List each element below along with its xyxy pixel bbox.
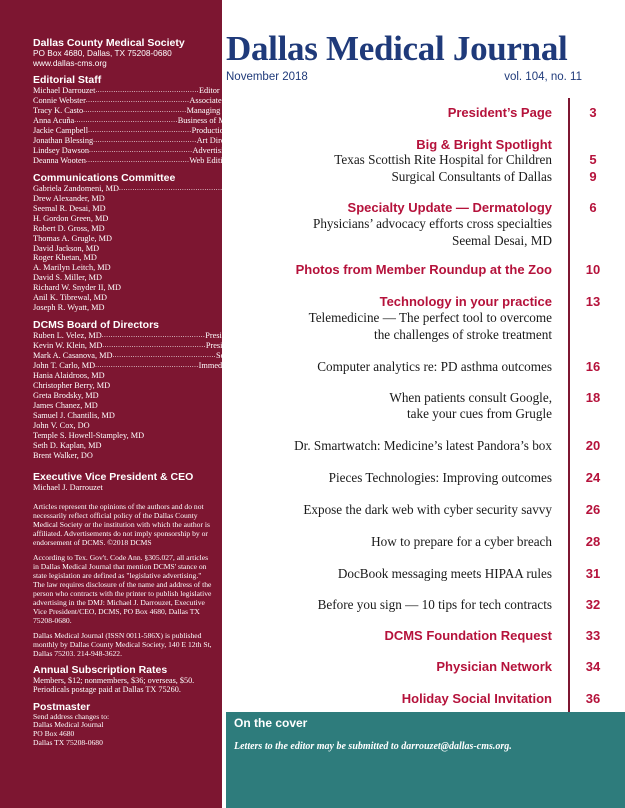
toc-entry-google-line2[interactable]: take your cues from Grugle [406, 406, 552, 421]
toc-entry-analytics[interactable]: Computer analytics re: PD asthma outcomes [317, 359, 552, 374]
postmaster-heading: Postmaster [33, 700, 91, 713]
toc-entry-author: Seemal Desai, MD [452, 233, 552, 248]
toc-divider [568, 98, 570, 713]
page-number: 34 [585, 659, 601, 674]
board-row: Christopher Berry, MD [33, 380, 111, 390]
committee-row: Robert D. Gross, MD [33, 223, 105, 233]
toc-entry-specialty-update[interactable]: Specialty Update — Dermatology [347, 200, 552, 215]
staff-row: Anna Acuña .............................................. Business of Medicine Editor [33, 116, 273, 126]
postmaster-line: Dallas Medical Journal [33, 720, 104, 730]
subscription-text: Members, $12; nonmembers, $36; overseas, $50. Periodicals postage paid at Dallas TX 75260. [33, 675, 195, 695]
page-number: 18 [585, 390, 601, 405]
issue-volume: vol. 104, no. 11 [504, 71, 582, 83]
staff-row: Michael Darrouzet .............................................. Editor [33, 86, 220, 96]
ceo-name: Michael J. Darrouzet [33, 482, 103, 492]
committee-row: Anil K. Tibrewal, MD [33, 293, 107, 303]
committee-row: Drew Alexander, MD [33, 193, 105, 203]
committee-heading: Communications Committee [33, 171, 176, 184]
toc-entry-docbook[interactable]: DocBook messaging meets HIPAA rules [337, 566, 552, 581]
toc-entry-holiday-social[interactable]: Holiday Social Invitation [401, 691, 552, 706]
issn-notice: Dallas Medical Journal (ISSN 0011-586X) is published monthly by Dallas County Medical Society, 140 E 12th St, Dallas 75203. 214-948-3622. [33, 630, 212, 658]
issue-date: November 2018 [226, 71, 308, 83]
toc-entry-spotlight-item[interactable]: Texas Scottish Rite Hospital for Children [334, 152, 552, 167]
board-row: John V. Cox, DO [33, 420, 90, 430]
committee-row: Seemal R. Desai, MD [33, 203, 106, 213]
staff-row: Jonathan Blessing .............................................. Art Direction [33, 135, 242, 145]
page-number: 3 [589, 105, 597, 120]
page-number: 36 [585, 691, 601, 706]
staff-row: Jackie Campbell .............................................. Production Assistant [33, 126, 261, 135]
editorial-staff-heading: Editorial Staff [33, 74, 102, 87]
toc-entry-smartwatch[interactable]: Dr. Smartwatch: Medicine’s latest Pandora’s box [294, 438, 552, 453]
toc-entry-presidents-page[interactable]: President’s Page [447, 105, 552, 120]
committee-row: A. Marilyn Leitch, MD [33, 263, 111, 273]
toc-entry-cyber-breach[interactable]: How to prepare for a cyber breach [371, 534, 552, 549]
toc-entry-photos[interactable]: Photos from Member Roundup at the Zoo [295, 262, 552, 277]
postmaster-line: Send address changes to: [33, 711, 110, 721]
toc-entry-foundation[interactable]: DCMS Foundation Request [384, 628, 552, 643]
page-number: 5 [589, 152, 597, 167]
toc-entry-description: Physicians’ advocacy efforts cross specialties [312, 216, 552, 231]
board-row: Ruben L. Velez, MD .............................................. President [33, 331, 237, 341]
page-number: 24 [585, 470, 601, 485]
toc-entry-contracts[interactable]: Before you sign — 10 tips for tech contracts [317, 597, 552, 612]
page-number: 20 [585, 438, 601, 453]
toc-entry-spotlight[interactable]: Big & Bright Spotlight [416, 137, 552, 152]
board-row: Temple S. Howell-Stampley, MD [33, 430, 145, 440]
board-row: John T. Carlo, MD .............................................. Immediate Past President [33, 361, 283, 371]
board-row: Hania Alaidroos, MD [33, 371, 105, 381]
committee-row: H. Gordon Green, MD [33, 213, 109, 223]
committee-row: Gabriela Zandomeni, MD .............................................. Chair [33, 183, 241, 193]
page-number: 26 [585, 502, 601, 517]
staff-row: Connie Webster .............................................. Associate Editor [33, 96, 245, 106]
committee-row: David S. Miller, MD [33, 273, 103, 283]
cover-title: On the cover [234, 716, 308, 730]
committee-row: David Jackson, MD [33, 243, 100, 253]
committee-row: Thomas A. Grugle, MD [33, 233, 113, 243]
board-row: Greta Brodsky, MD [33, 390, 99, 400]
org-address: PO Box 4680, Dallas, TX 75208-0680 [33, 48, 172, 58]
disclaimer: Articles represent the opinions of the authors and do not necessarily reflect official policy of the Dallas County Medical Society or the institution with which the author is affiliated. Advertisements do not imply sponsorship by or endorsement of DCMS. ©2018 DCMS [33, 501, 210, 547]
toc-entry-spotlight-item[interactable]: Surgical Consultants of Dallas [391, 169, 552, 184]
legal-notice: According to Tex. Gov't. Code Ann. §305.027, all articles in Dallas Medical Journal that mention DCMS' stance on state legislation are defined as "legislative advertising." The law requires disclosure of the name and address of the person who contracts with the printer to publish legislative advertising in the DMJ: Michael J. Darrouzet, Executive Vice President/CEO, DCMS, PO Box 4680, Dallas TX 75208-0680. [33, 552, 212, 625]
toc-entry-pieces[interactable]: Pieces Technologies: Improving outcomes [328, 470, 552, 485]
page-number: 32 [585, 597, 601, 612]
board-row: James Chanez, MD [33, 400, 98, 410]
letters-to-editor-note[interactable]: Letters to the editor may be submitted to darrouzet@dallas-cms.org. [234, 741, 512, 752]
page-number: 31 [585, 566, 601, 581]
ceo-heading: Executive Vice President & CEO [33, 470, 194, 483]
toc-entry-physician-network[interactable]: Physician Network [436, 659, 552, 674]
board-row: Seth D. Kaplan, MD [33, 440, 102, 450]
subscription-heading: Annual Subscription Rates [33, 663, 168, 676]
postmaster-line: Dallas TX 75208-0680 [33, 737, 103, 747]
page-number: 10 [585, 262, 601, 277]
board-row: Mark A. Casanova, MD .............................................. Secretary/Treasurer [33, 351, 282, 361]
page-number: 9 [589, 169, 597, 184]
page-number: 28 [585, 534, 601, 549]
board-heading: DCMS Board of Directors [33, 319, 160, 332]
toc-entry-description: the challenges of stroke treatment [374, 327, 552, 342]
board-row: Samuel J. Chantilis, MD [33, 410, 115, 420]
toc-entry-description: Telemedicine — The perfect tool to overcome [308, 310, 552, 325]
page-number: 33 [585, 628, 601, 643]
toc-entry-dark-web[interactable]: Expose the dark web with cyber security savvy [303, 502, 552, 517]
org-name: Dallas County Medical Society [33, 37, 185, 49]
staff-row: Lindsey Dawson .............................................. Advertising Manager [33, 145, 264, 155]
board-row: Kevin W. Klein, MD .............................................. President-elect [33, 341, 256, 351]
staff-row: Deanna Wooten .............................................. Web Edition Manager [33, 155, 263, 165]
page-number: 16 [585, 359, 601, 374]
committee-row: Joseph R. Wyatt, MD [33, 303, 105, 313]
toc-entry-google[interactable]: When patients consult Google, [389, 390, 552, 405]
committee-row: Richard W. Snyder II, MD [33, 283, 122, 293]
toc-entry-technology[interactable]: Technology in your practice [379, 294, 552, 309]
postmaster-line: PO Box 4680 [33, 728, 75, 738]
page-number: 13 [585, 294, 601, 309]
org-website[interactable]: www.dallas-cms.org [33, 57, 107, 68]
committee-row: Roger Khetan, MD [33, 253, 97, 263]
staff-row: Tracy K. Casto .............................................. Managing Editor [33, 106, 244, 116]
board-row: Brent Walker, DO [33, 450, 93, 460]
journal-title: Dallas Medical Journal [226, 29, 568, 68]
cover-panel [226, 712, 625, 808]
table-of-contents [226, 0, 625, 712]
page-number: 6 [589, 200, 597, 215]
